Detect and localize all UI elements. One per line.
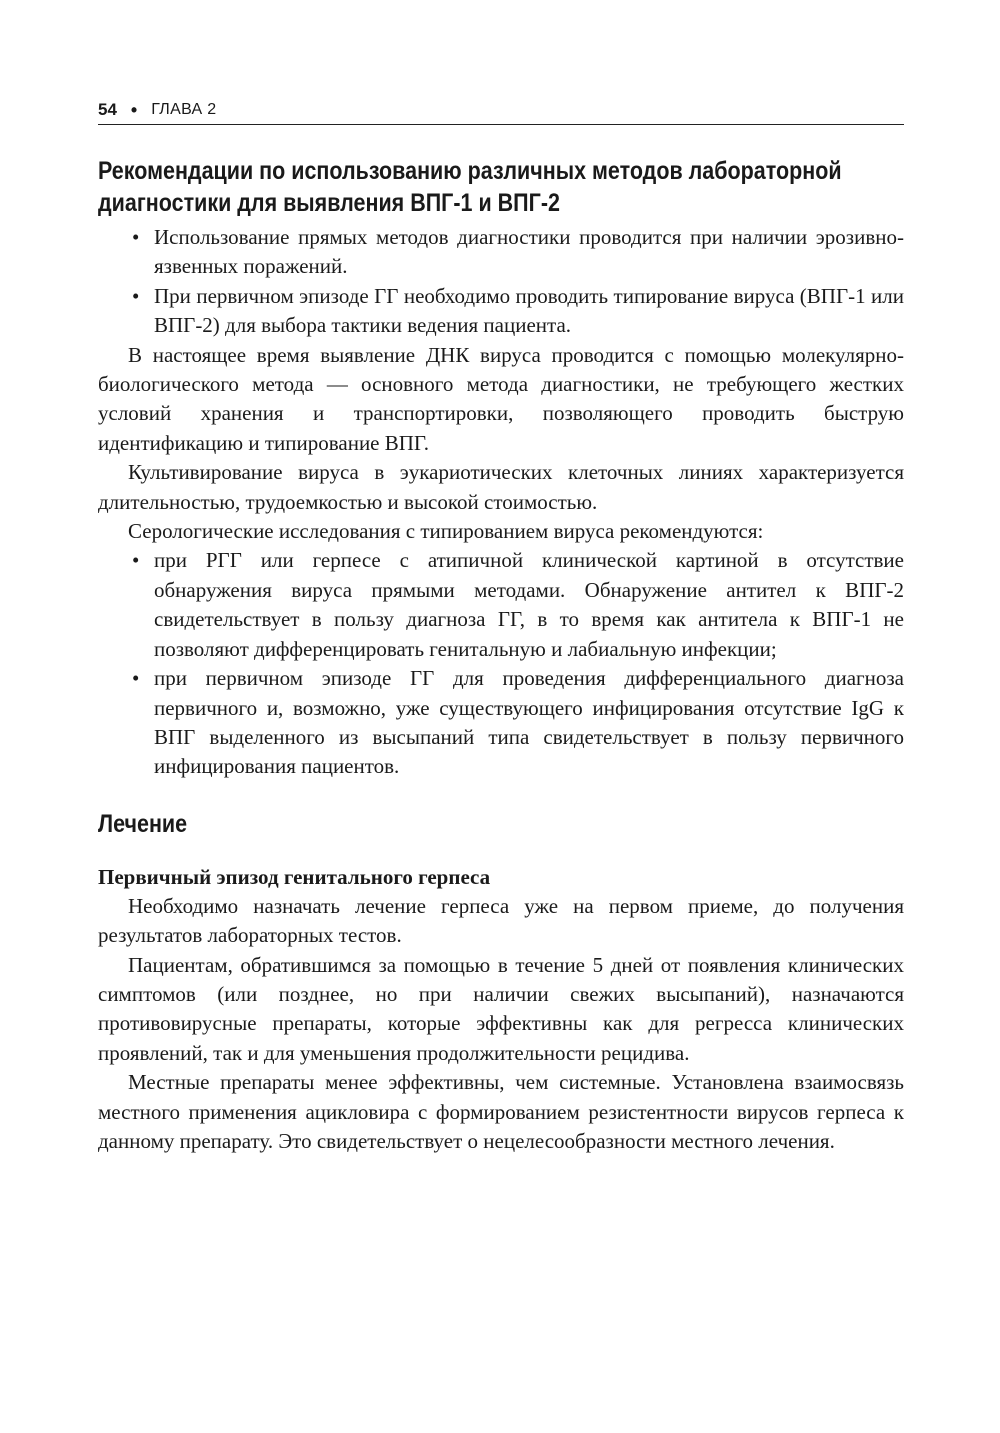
- paragraph: Местные препараты менее эффективны, чем системные. Установлена взаимосвязь местного применения ацикловира с формированием резистентности вирусов герпеса к данному препарату. Это свидетельствует о нецелесообразности местного лечения.: [98, 1070, 904, 1153]
- chapter-label: ГЛАВА 2: [151, 101, 217, 118]
- running-head: [98, 98, 904, 125]
- section-title-treatment: Лечение: [98, 809, 188, 838]
- book-page: [98, 98, 904, 1156]
- page-number: 54: [98, 100, 117, 119]
- section-title-lab-diagnostics: Рекомендации по использованию различных методов лабораторной диагностики для выявления ВПГ-1 и ВПГ-2: [98, 157, 842, 217]
- recommendation-list: [98, 223, 904, 341]
- list-item: • Использование прямых методов диагностики проводится при наличии эрозивно-язвенных поражений.: [154, 223, 904, 282]
- separator-dot: •: [130, 100, 138, 120]
- list-item: • При первичном эпизоде ГГ необходимо проводить типирование вируса (ВПГ-1 или ВПГ-2) для выбора тактики ведения пациента.: [154, 282, 904, 341]
- paragraph: Необходимо назначать лечение герпеса уже на первом приеме, до получения результатов лабораторных тестов.: [98, 893, 904, 948]
- serology-list: [98, 546, 904, 781]
- paragraph: Серологические исследования с типированием вируса рекомендуются:: [128, 519, 764, 544]
- section-body-lab-diagnostics: [98, 223, 904, 782]
- list-item: • при первичном эпизоде ГГ для проведения дифференциального диагноза первичного и, возможно, уже существующего инфицирования отсутствие IgG к ВПГ выделенного из высыпаний типа свидетельствует в пользу первичного инфицирования пациентов.: [154, 664, 904, 782]
- list-item: • при РГГ или герпесе с атипичной клинической картиной в отсутствие обнаружения вируса прямыми методами. Обнаружение антител к ВПГ-2 свидетельствует в пользу диагноза ГГ, в то время как антитела к ВПГ-1 не позволяют дифференцировать генитальную и лабиальную инфекции;: [154, 546, 904, 664]
- paragraph: Пациентам, обратившимся за помощью в течение 5 дней от появления клинических симптомов (или позднее, но при наличии свежих высыпаний), назначаются противовирусные препараты, которые эффективны как для регресса клинических проявлений, так и для уменьшения продолжительности рецидива.: [98, 952, 904, 1065]
- paragraph: В настоящее время выявление ДНК вируса проводится с помощью молекулярно-биологического метода — основного метода диагностики, не требующего жестких условий хранения и транспортировки, позволяющего проводить быструю идентификацию и типирование ВПГ.: [98, 342, 904, 455]
- subsection-title-primary-episode: Первичный эпизод генитального герпеса: [98, 864, 491, 889]
- section-body-treatment: [98, 892, 904, 1157]
- paragraph: Культивирование вируса в эукариотических клеточных линиях характеризуется длительностью, трудоемкостью и высокой стоимостью.: [98, 460, 904, 514]
